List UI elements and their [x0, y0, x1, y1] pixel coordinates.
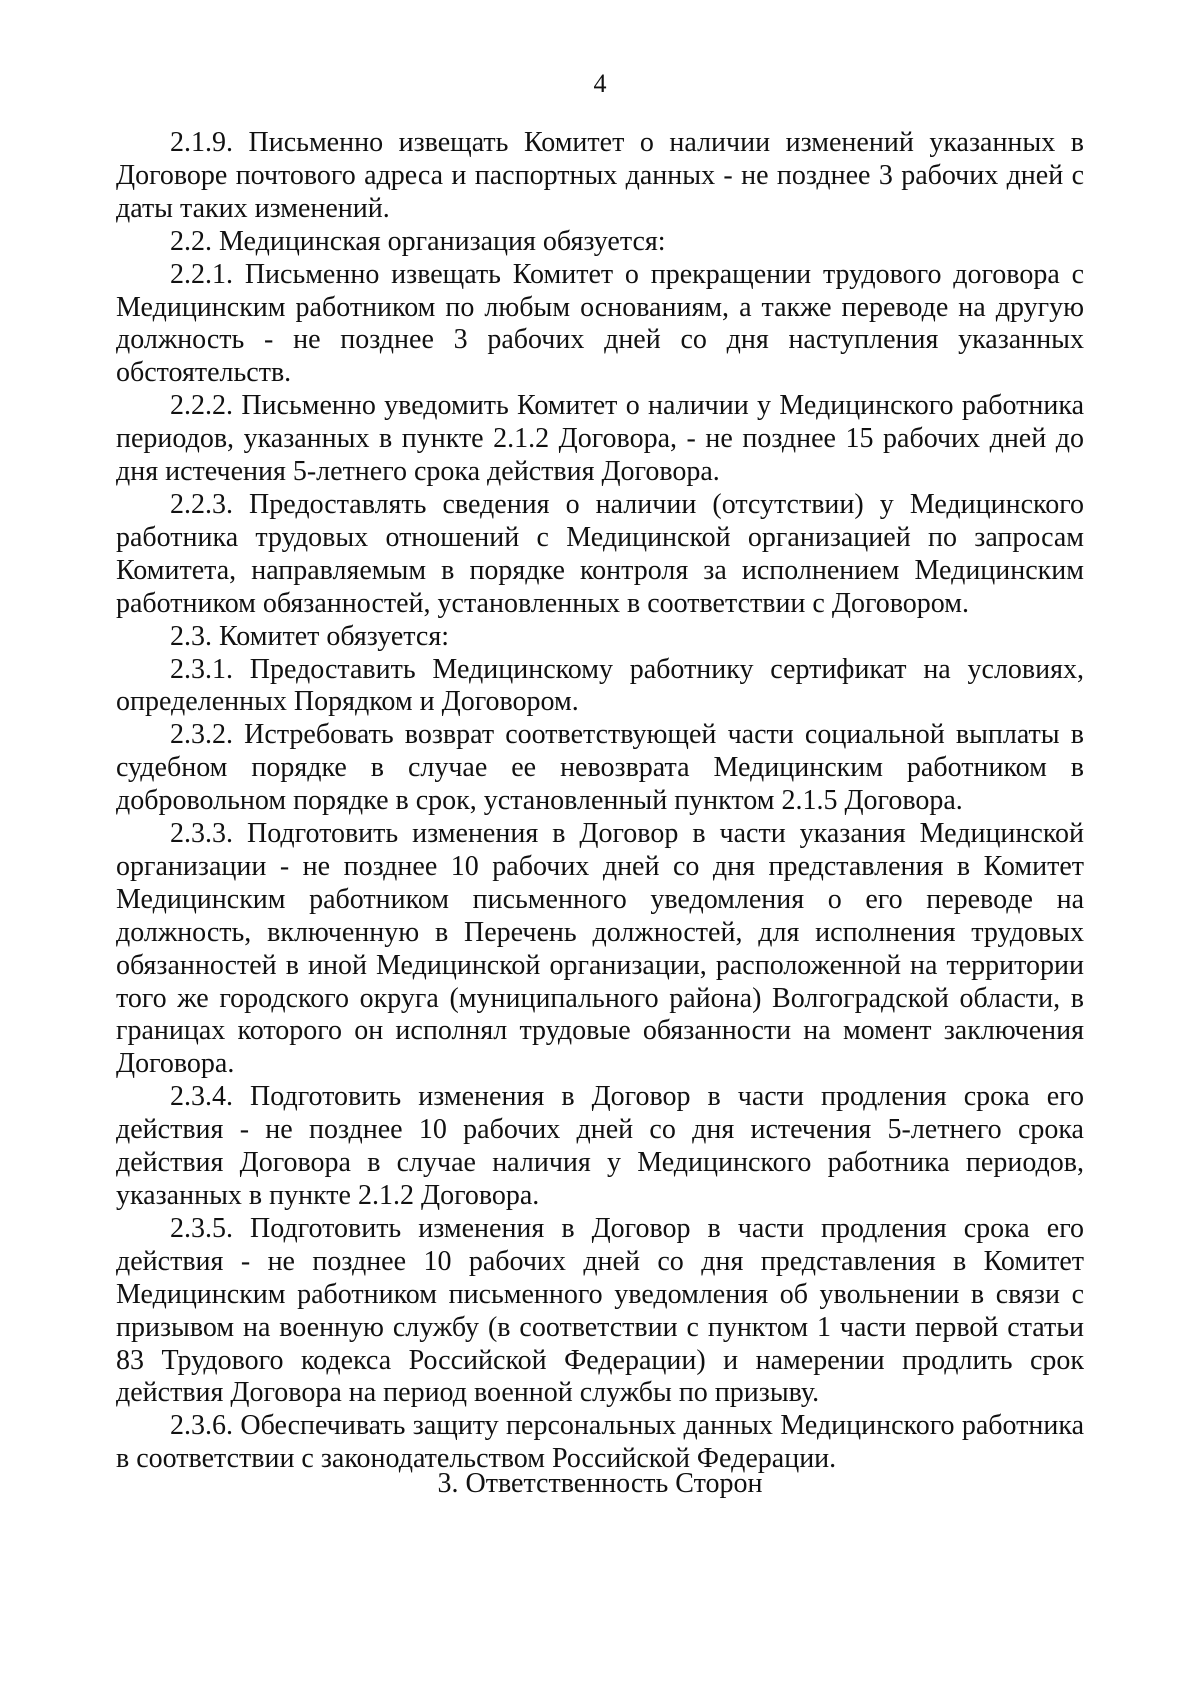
clause-2-3-3: 2.3.3. Подготовить изменения в Договор в части указания Медицинской организации - не позднее 10 рабочих дней со дня представления в Комитет Медицинским работником письменного уведомления о его переводе на должность, включенную в Перечень должностей, для исполнения трудовых обязанностей в иной Медицинской организации, расположенной на территории того же городского округа (муниципального района) Волгоградской области, в границах которого он исполнял трудовые обязанности на момент заключения Договора.	[116, 818, 1084, 1080]
page-number: 4	[593, 69, 607, 98]
clause-2-2-3: 2.2.3. Предоставлять сведения о наличии (отсутствии) у Медицинского работника трудовых отношений с Медицинской организацией по запросам Комитета, направляемым в порядке контроля за исполнением Медицинским работником обязанностей, установленных в соответствии с Договором.	[116, 488, 1084, 619]
clause-2-3-6: 2.3.6. Обеспечивать защиту персональных данных Медицинского работника в соответствии с законодательством Российской Федерации.	[116, 1410, 1084, 1475]
section-heading: 3. Ответственность Сторон	[437, 1468, 763, 1499]
clause-2-2-1: 2.2.1. Письменно извещать Комитет о прекращении трудового договора с Медицинским работником по любым основаниям, а также переводе на другую должность - не позднее 3 рабочих дней со дня наступления указанных обстоятельств.	[116, 258, 1084, 389]
clause-2-1-9: 2.1.9. Письменно извещать Комитет о наличии изменений указанных в Договоре почтового адреса и паспортных данных - не позднее 3 рабочих дней с даты таких изменений.	[116, 127, 1084, 224]
clause-2-3: 2.3. Комитет обязуется:	[170, 620, 449, 652]
clause-2-3-2: 2.3.2. Истребовать возврат соответствующей части социальной выплаты в судебном порядке в случае ее невозврата Медицинским работником в добровольном порядке в срок, установленный пунктом 2.1.5 Договора.	[116, 719, 1084, 817]
clause-2-3-1: 2.3.1. Предоставить Медицинскому работнику сертификат на условиях, определенных Порядком и Договором.	[116, 653, 1084, 718]
clause-2-3-5: 2.3.5. Подготовить изменения в Договор в части продления срока его действия - не позднее 10 рабочих дней со дня представления в Комитет Медицинским работником письменного уведомления об увольнении в связи с призывом на военную службу (в соответствии с пунктом 1 части первой статьи 83 Трудового кодекса Российской Федерации) и намерении продлить срок действия Договора на период военной службы по призыву.	[116, 1212, 1084, 1409]
document-body	[116, 127, 1084, 1476]
clause-2-2: 2.2. Медицинская организация обязуется:	[170, 225, 666, 257]
clause-2-3-4: 2.3.4. Подготовить изменения в Договор в части продления срока его действия - не позднее 10 рабочих дней со дня истечения 5-летнего срока действия Договора в случае наличия у Медицинского работника периодов, указанных в пункте 2.1.2 Договора.	[116, 1081, 1084, 1211]
clause-2-2-2: 2.2.2. Письменно уведомить Комитет о наличии у Медицинского работника периодов, указанных в пункте 2.1.2 Договора, - не позднее 15 рабочих дней до дня истечения 5-летнего срока действия Договора.	[116, 390, 1084, 488]
